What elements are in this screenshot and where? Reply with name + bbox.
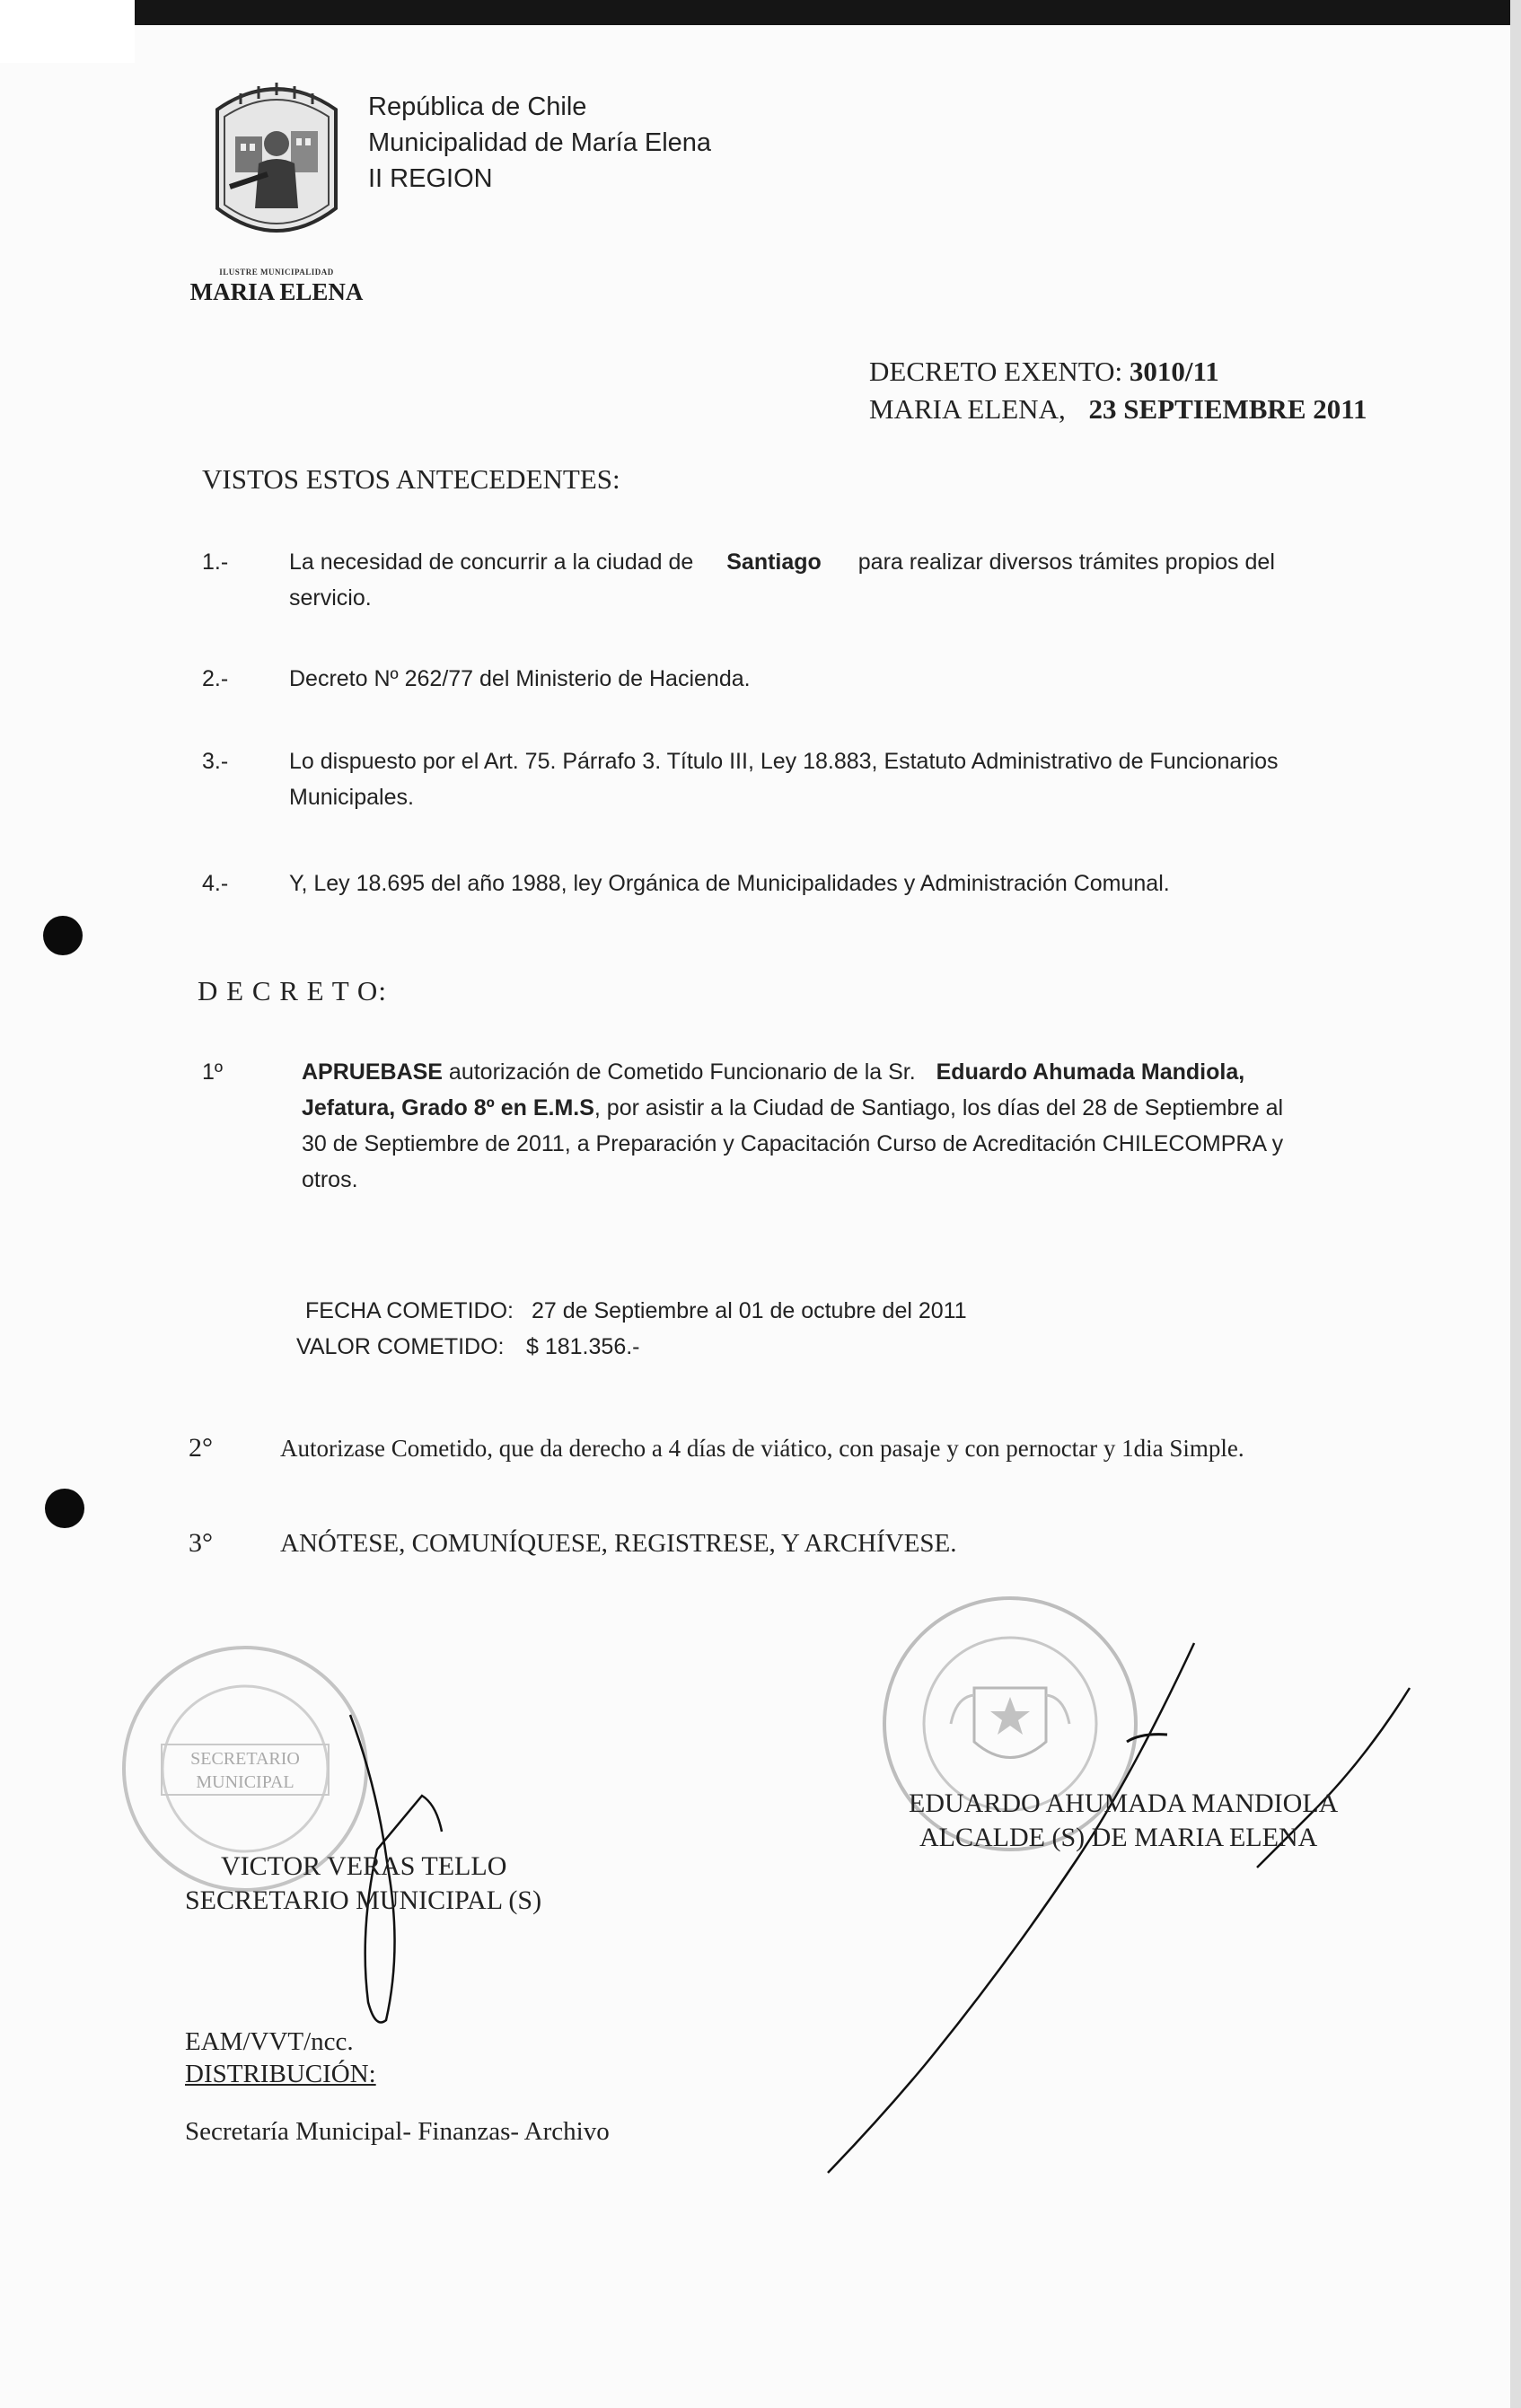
scan-right-edge	[1510, 0, 1521, 2408]
vistos-item-text: Lo dispuesto por el Art. 75. Párrafo 3. Título III, Ley 18.883, Estatuto Administrativo de Funcionarios	[289, 749, 1279, 774]
crest-caption-name: MARIA ELENA	[189, 278, 364, 305]
decreto-item-number: 3°	[189, 1528, 213, 1558]
fecha-cometido-label: FECHA COMETIDO:	[305, 1298, 514, 1323]
stamp-text: SECRETARIO	[190, 1749, 300, 1769]
valor-cometido-value: $ 181.356.-	[526, 1334, 640, 1359]
vistos-item-city: Santiago	[726, 549, 822, 575]
decreto-item-number: 1º	[202, 1059, 224, 1085]
vistos-item-number: 4.-	[202, 871, 229, 896]
crest-caption-small: ILUSTRE MUNICIPALIDAD	[219, 268, 334, 277]
footer-initials: EAM/VVT/ncc.	[185, 2027, 354, 2056]
decreto-official-grade: Jefatura, Grado 8º en E.M.S	[302, 1095, 594, 1121]
vistos-item-text: Municipales.	[289, 785, 414, 810]
header-region: II REGION	[368, 164, 493, 193]
decreto-text: , por asistir a la Ciudad de Santiago, los días del 28 de Septiembre al	[593, 1095, 1284, 1121]
valor-cometido-label: VALOR COMETIDO:	[296, 1334, 505, 1359]
left-signer-title: SECRETARIO MUNICIPAL (S)	[185, 1885, 542, 1915]
left-signer-name: VICTOR VERAS TELLO	[221, 1851, 507, 1881]
vistos-item-2: Decreto Nº 262/77 del Ministerio de Hacienda.	[289, 666, 751, 691]
vistos-item-text: para realizar diversos trámites propios del	[857, 549, 1275, 575]
vistos-title: VISTOS ESTOS ANTECEDENTES:	[202, 463, 620, 495]
decreto-text: 30 de Septiembre de 2011, a Preparación y Capacitación Curso de Acreditación CHILECOMPRA y	[302, 1131, 1284, 1156]
decreto-title: D E C R E T O:	[198, 975, 387, 1006]
decreto-item-2: Autorizase Cometido, que da derecho a 4 días de viático, con pasaje y con pernoctar y 1dia Simple.	[280, 1435, 1244, 1462]
fecha-cometido-value: 27 de Septiembre al 01 de octubre del 2011	[532, 1298, 967, 1323]
footer-distribution: Secretaría Municipal- Finanzas- Archivo	[185, 2117, 610, 2146]
decree-number: 3010/11	[1129, 356, 1219, 387]
vistos-item-4: Y, Ley 18.695 del año 1988, ley Orgánica de Municipalidades y Administración Comunal.	[289, 871, 1170, 896]
vistos-item-number: 1.-	[202, 549, 229, 575]
right-signer-title: ALCALDE (S) DE MARIA ELENA	[919, 1823, 1318, 1852]
right-signature-stroke	[828, 1643, 1194, 2173]
decree-place: MARIA ELENA,	[869, 393, 1066, 425]
vistos-item-text: La necesidad de concurrir a la ciudad de	[289, 549, 694, 575]
decree-label: DECRETO EXENTO:	[869, 356, 1123, 387]
decreto-text: otros.	[302, 1167, 358, 1192]
right-signer-name: EDUARDO AHUMADA MANDIOLA	[909, 1788, 1339, 1818]
footer-distribution-title: DISTRIBUCIÓN:	[185, 2060, 376, 2088]
decreto-text: autorización de Cometido Funcionario de la Sr.	[442, 1059, 916, 1085]
decree-date: 23 SEPTIEMBRE 2011	[1088, 393, 1367, 425]
decreto-official-name: Eduardo Ahumada Mandiola,	[936, 1059, 1245, 1085]
stamp-text: MUNICIPAL	[196, 1772, 295, 1792]
decreto-approve: APRUEBASE	[302, 1059, 443, 1085]
header-republic: República de Chile	[368, 92, 587, 121]
vistos-item-number: 2.-	[202, 666, 229, 691]
vistos-item-number: 3.-	[202, 749, 229, 774]
vistos-item-text: servicio.	[289, 585, 372, 611]
decreto-item-3: ANÓTESE, COMUNÍQUESE, REGISTRESE, Y ARCHÍVESE.	[280, 1529, 957, 1558]
decreto-item-number: 2°	[189, 1433, 213, 1463]
header-municipality: Municipalidad de María Elena	[368, 128, 712, 157]
